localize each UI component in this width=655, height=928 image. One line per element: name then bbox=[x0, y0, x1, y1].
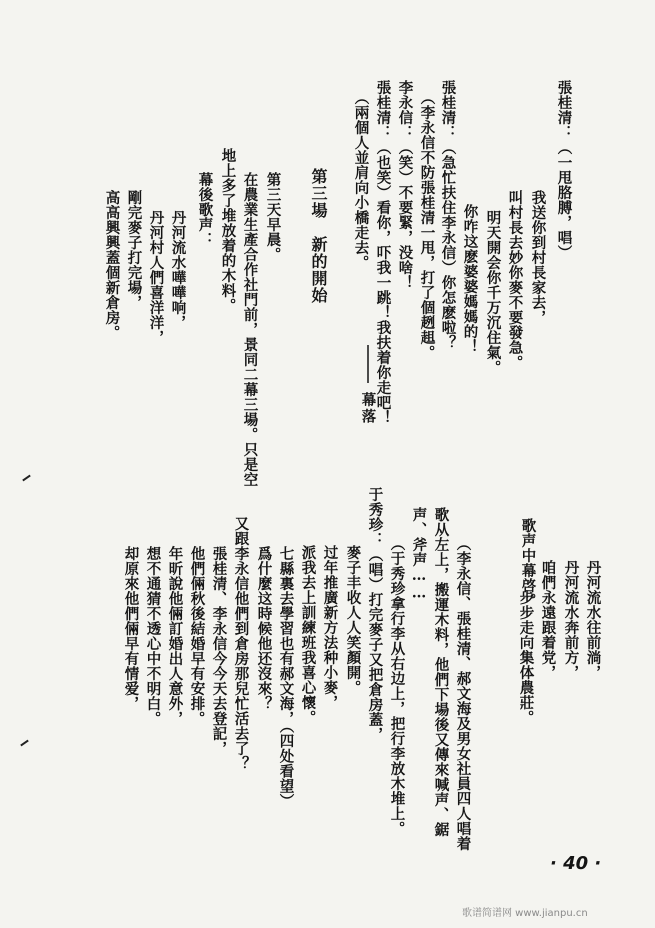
page-number: · 40 · bbox=[550, 853, 602, 874]
text-column: 剛完麥子打完場， bbox=[125, 190, 143, 310]
text-column: 地上多了堆放着的木料。 bbox=[219, 148, 237, 313]
text-column: 丹河村人們喜洋洋， bbox=[147, 210, 165, 345]
text-column: 派我去上訓練班我喜心懷。 bbox=[299, 545, 317, 725]
text-column: 又跟李永信他們到倉房那兒忙活去了？ bbox=[232, 516, 250, 771]
text-column: 丹河流水奔前方， bbox=[562, 560, 580, 680]
text-column: 想不通猜不透心中不明白。 bbox=[144, 546, 162, 726]
text-column: 張桂清：（急忙扶住李永信）你怎麽啦？ bbox=[439, 80, 457, 350]
text-column: 幕後歌声： bbox=[196, 172, 214, 247]
scan-mark-top bbox=[22, 475, 31, 482]
text-column: 張桂清：（一甩胳膊，唱） bbox=[555, 80, 573, 260]
text-column: 在農業生產合作社門前，景同二幕三場。只是空 bbox=[241, 172, 259, 487]
text-column: 丹河流水往前淌， bbox=[584, 560, 602, 680]
text-column: 歌从左上，搬運木料，他們下場後又傳來喊声、鋸 bbox=[432, 507, 450, 837]
text-column: 張桂清、李永信今今天去登記， bbox=[210, 546, 228, 756]
text-column: 步步走向集体農莊。 bbox=[517, 590, 535, 725]
text-column: 叫村長去妙你麥不要發急。 bbox=[506, 190, 524, 370]
text-column: 明天開会你千万沉住氣。 bbox=[484, 210, 502, 375]
text-column: 七縣裏去學習也有郝文海，（四处看望） bbox=[277, 546, 295, 809]
scan-mark-bottom bbox=[20, 740, 29, 747]
text-column: 丹河流水嘩嘩响， bbox=[169, 210, 187, 330]
text-column: （李永信、張桂清、郝文海及男女社員四人唱着 bbox=[454, 536, 472, 851]
curtain-label: 幕落 bbox=[359, 392, 377, 425]
text-column: 第三天早晨。 bbox=[264, 172, 282, 262]
text-column: 李永信：（笑）不要緊，没啥！ bbox=[396, 80, 414, 290]
text-column: 年昕說他倆訂婚出人意外， bbox=[166, 546, 184, 726]
text-column: （李永信不防張桂清一甩，打了個趔趄。 bbox=[418, 90, 436, 360]
text-column: 咱們永遠跟着党， bbox=[539, 560, 557, 680]
text-column: 你咋这麽婆婆媽媽的！ bbox=[461, 204, 479, 354]
text-column: 爲什麼这時候他还沒來？ bbox=[255, 546, 273, 711]
text-column: 麥子丰收人人笑顏開。 bbox=[344, 545, 362, 695]
text-column: 于秀珍：（唱）打完麥子又把倉房蓋， bbox=[366, 487, 384, 742]
text-column: 我送你到村長家去， bbox=[529, 190, 547, 325]
text-column: 高高興興蓋個新倉房。 bbox=[103, 190, 121, 340]
text-column: 張桂清：（也笑）看你，吓我一跳！我扶着你走吧！ bbox=[374, 80, 392, 425]
text-column: （兩個人並肩向小橋走去。 bbox=[352, 90, 370, 270]
text-column: 他們倆秋後結婚早有安排。 bbox=[188, 546, 206, 726]
text-column: 歌声中幕啓。 bbox=[519, 518, 537, 608]
text-column: 声、斧声…… bbox=[410, 507, 428, 602]
text-column: 过年推廣新方法种小麥， bbox=[321, 545, 339, 710]
watermark: 歌谱简谱网 www.jianpu.cn bbox=[462, 908, 588, 919]
text-column: 却原來他們倆早有情爱， bbox=[122, 546, 140, 711]
scene-heading: 第三場 新的開始 bbox=[309, 168, 328, 304]
text-column: （于秀珍拿行李从右边上，把行李放木堆上。 bbox=[388, 536, 406, 836]
